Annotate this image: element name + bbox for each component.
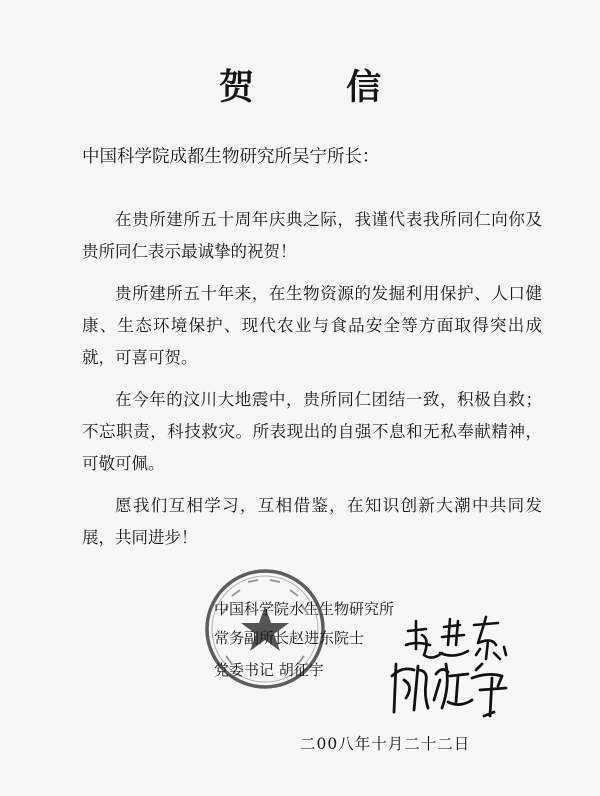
paragraph-wishes: 愿我们互相学习，互相借鉴，在知识创新大潮中共同发展，共同进步！ bbox=[82, 496, 542, 547]
paragraph-congratulations: 在贵所建所五十周年庆典之际，我谨代表我所同仁向你及贵所同仁表示最诚挚的祝贺！ bbox=[82, 210, 542, 261]
letter-body bbox=[82, 204, 542, 564]
signature-organization: 中国科学院水生生物研究所 bbox=[214, 600, 395, 618]
letter-date: 二00八年十月二十二日 bbox=[300, 735, 471, 753]
signature-vice-director: 常务副所长赵进东院士 bbox=[214, 629, 365, 647]
signature-party-secretary: 党委书记 胡征宇 bbox=[214, 661, 324, 679]
letter-title: 贺 信 bbox=[218, 67, 422, 108]
paragraph-earthquake: 在今年的汶川大地震中，贵所同仁团结一致，积极自救；不忘职责，科技救灾。所表现出的自强不息和无私奉献精神，可敬可佩。 bbox=[82, 390, 542, 473]
salutation: 中国科学院成都生物研究所吴宁所长： bbox=[82, 147, 380, 167]
paragraph-achievements: 贵所建所五十年来，在生物资源的发掘利用保护、人口健康、生态环境保护、现代农业与食品安全等方面取得突出成就，可喜可贺。 bbox=[82, 284, 542, 367]
handwritten-signature-hu-icon bbox=[384, 656, 514, 720]
